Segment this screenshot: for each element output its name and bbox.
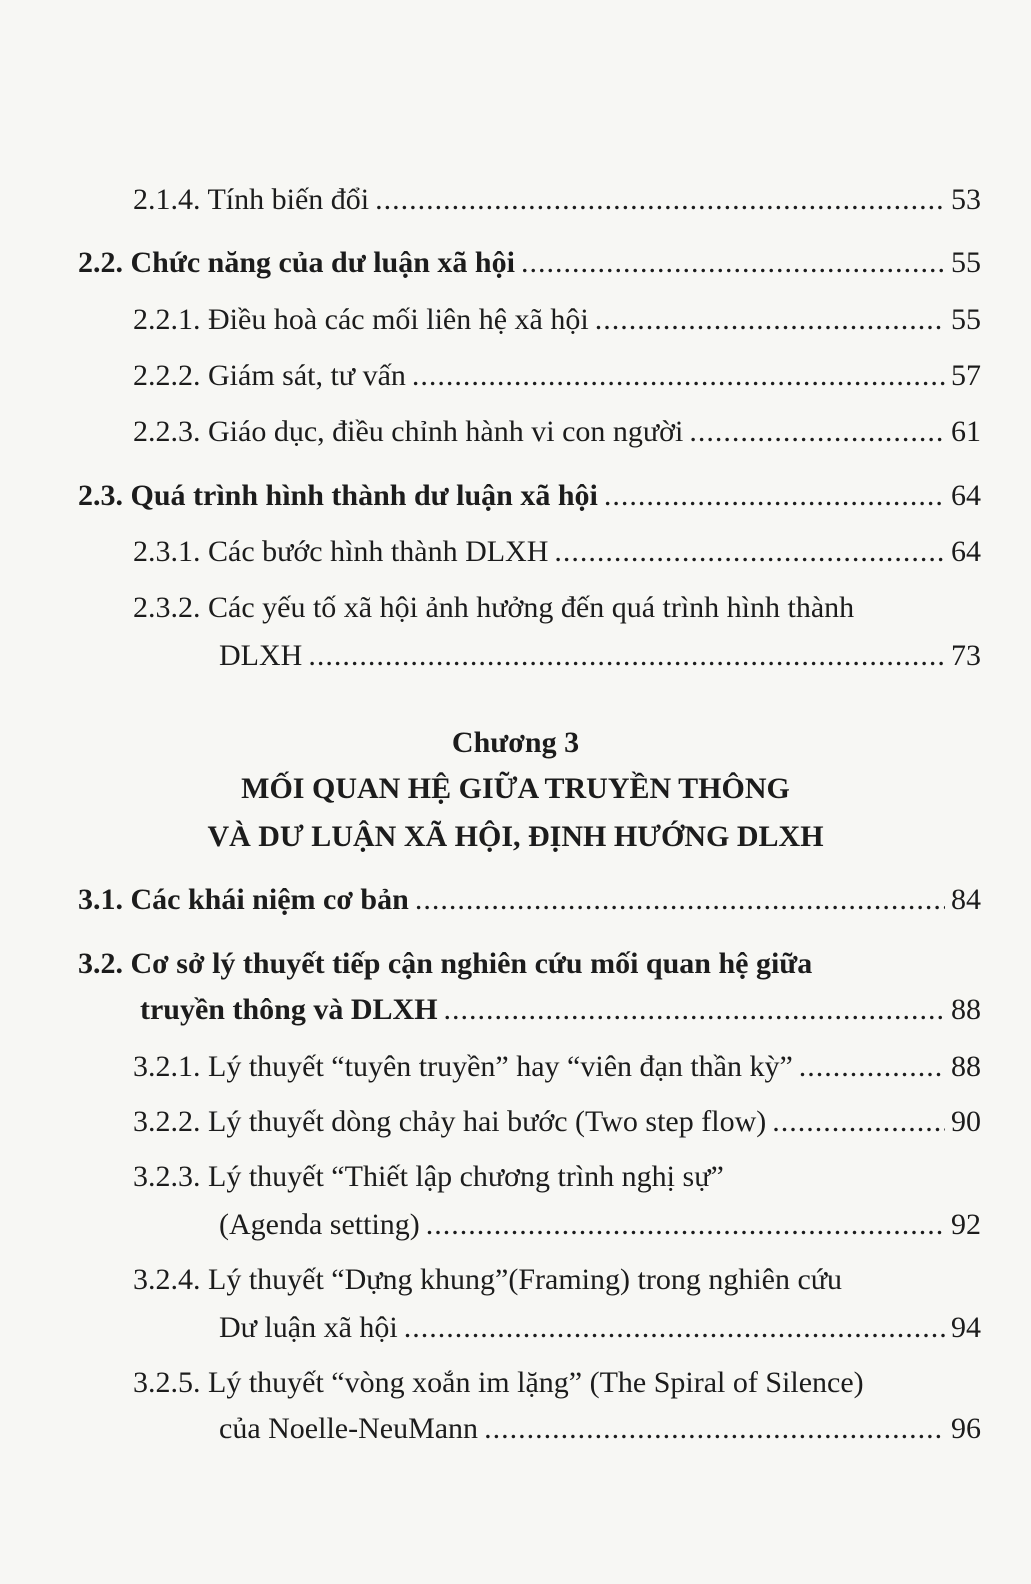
dot-leader <box>521 246 945 280</box>
entry-title: 2.3.1. Các bước hình thành DLXH <box>133 535 549 568</box>
entry-title: 2.2.3. Giáo dục, điều chỉnh hành vi con người <box>133 415 684 448</box>
page-number: 53 <box>951 183 981 216</box>
page-number: 94 <box>951 1311 981 1344</box>
dot-leader <box>772 1105 945 1139</box>
toc-entry <box>133 535 981 569</box>
entry-title-line1: 3.2.3. Lý thuyết “Thiết lập chương trình nghị sự” <box>133 1160 724 1193</box>
entry-title: 2.3. Quá trình hình thành dư luận xã hội <box>78 479 598 512</box>
toc-section-entry <box>78 947 981 1027</box>
entry-title: 2.1.4. Tính biến đổi <box>133 183 370 216</box>
dot-leader <box>604 479 945 513</box>
page-number: 64 <box>951 479 981 512</box>
entry-title-line2: truyền thông và DLXH <box>140 993 438 1026</box>
page-number: 57 <box>951 359 981 392</box>
toc-entry <box>133 1105 981 1139</box>
entry-title-line2: DLXH <box>219 639 303 672</box>
toc-entry <box>133 591 981 673</box>
page-number: 55 <box>951 246 981 279</box>
dot-leader <box>426 1208 945 1242</box>
dot-leader <box>689 415 945 449</box>
entry-title: 3.2.1. Lý thuyết “tuyên truyền” hay “viên đạn thần kỳ” <box>133 1050 793 1083</box>
chapter-label: Chương 3 <box>451 726 580 759</box>
dot-leader <box>484 1412 945 1446</box>
entry-title-line1: 3.2.4. Lý thuyết “Dựng khung”(Framing) trong nghiên cứu <box>133 1263 843 1296</box>
dot-leader <box>404 1311 945 1345</box>
dot-leader <box>799 1050 945 1084</box>
dot-leader <box>444 993 945 1027</box>
page-number: 84 <box>951 883 981 916</box>
entry-title: 3.2.2. Lý thuyết dòng chảy hai bước (Two step flow) <box>133 1105 767 1138</box>
entry-title-line2: Dư luận xã hội <box>219 1311 398 1344</box>
page-number: 88 <box>951 1050 981 1083</box>
toc-entry <box>133 1050 981 1084</box>
toc-entry <box>133 359 981 393</box>
chapter-title-line2: VÀ DƯ LUẬN XÃ HỘI, ĐỊNH HƯỚNG DLXH <box>207 820 824 853</box>
toc-entry <box>133 303 981 337</box>
toc-section-entry <box>78 883 981 917</box>
page-number: 96 <box>951 1412 981 1445</box>
dot-leader <box>415 883 945 917</box>
entry-title-line1: 3.2. Cơ sở lý thuyết tiếp cận nghiên cứu mối quan hệ giữa <box>78 947 813 980</box>
page-number: 61 <box>951 415 981 448</box>
entry-title-line1: 3.2.5. Lý thuyết “vòng xoắn im lặng” (The Spiral of Silence) <box>133 1366 864 1399</box>
entry-title-line2: của Noelle-NeuMann <box>219 1412 479 1445</box>
toc-entry <box>133 183 981 217</box>
page-number: 88 <box>951 993 981 1026</box>
toc-entry <box>133 415 981 449</box>
entry-title: 2.2.2. Giám sát, tư vấn <box>133 359 406 392</box>
entry-title: 2.2. Chức năng của dư luận xã hội <box>78 246 515 279</box>
dot-leader <box>554 535 945 569</box>
page-number: 90 <box>951 1105 981 1138</box>
entry-title: 2.2.1. Điều hoà các mối liên hệ xã hội <box>133 303 589 336</box>
chapter-title-line1: MỐI QUAN HỆ GIỮA TRUYỀN THÔNG <box>241 772 790 805</box>
toc-section-entry <box>78 246 981 280</box>
dot-leader <box>412 359 945 393</box>
toc-entry <box>133 1263 981 1345</box>
entry-title: 3.1. Các khái niệm cơ bản <box>78 883 409 916</box>
entry-title-line1: 2.3.2. Các yếu tố xã hội ảnh hưởng đến quá trình hình thành <box>133 591 855 624</box>
dot-leader <box>375 183 945 217</box>
toc-entry <box>133 1160 981 1242</box>
entry-title-line2: (Agenda setting) <box>219 1208 420 1241</box>
page-number: 73 <box>951 639 981 672</box>
page-number: 92 <box>951 1208 981 1241</box>
toc-entry <box>133 1366 981 1446</box>
page-number: 55 <box>951 303 981 336</box>
page-number: 64 <box>951 535 981 568</box>
toc-section-entry <box>78 479 981 513</box>
dot-leader <box>308 639 945 673</box>
dot-leader <box>595 303 945 337</box>
